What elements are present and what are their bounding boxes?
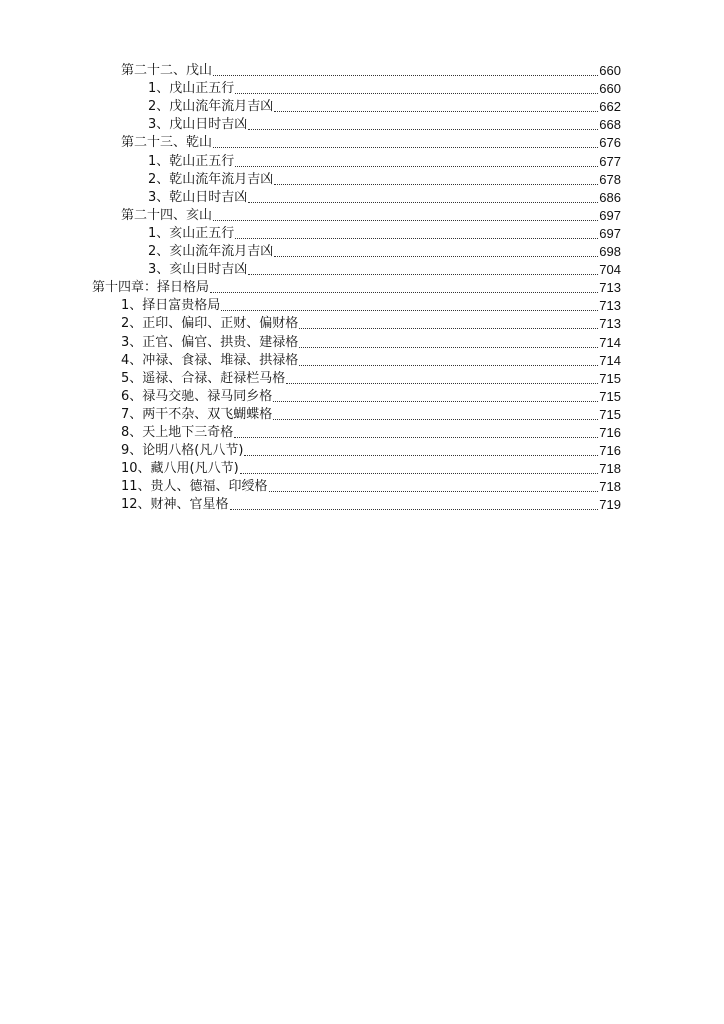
toc-entry-page-number: 676	[599, 135, 621, 151]
dot-leader	[286, 382, 598, 384]
dot-leader	[213, 146, 598, 148]
toc-entry-title: 4、冲禄、食禄、堆禄、拱禄格	[121, 352, 299, 368]
dot-leader	[248, 201, 598, 203]
toc-entry-title: 5、遥禄、合禄、赶禄栏马格	[121, 370, 286, 386]
toc-entry[interactable]	[0, 477, 724, 495]
toc-entry[interactable]	[0, 224, 724, 242]
toc-entry-page-number: 698	[599, 244, 621, 260]
toc-entry-title: 1、乾山正五行	[148, 153, 235, 169]
toc-entry-page-number: 678	[599, 171, 621, 187]
toc-entry-title: 6、禄马交驰、禄马同乡格	[121, 388, 273, 404]
toc-entry-title: 1、亥山正五行	[148, 225, 235, 241]
toc-entry-title: 第二十二、戊山	[121, 63, 213, 79]
toc-entry[interactable]	[0, 459, 724, 477]
toc-entry[interactable]	[0, 133, 724, 151]
dot-leader	[235, 237, 598, 239]
toc-entry-title: 第二十三、乾山	[121, 135, 213, 151]
dot-leader	[213, 74, 598, 76]
toc-entry-title: 1、戊山正五行	[148, 81, 235, 97]
toc-entry-page-number: 716	[599, 443, 621, 459]
dot-leader	[248, 273, 598, 275]
toc-entry[interactable]	[0, 387, 724, 405]
toc-entry[interactable]	[0, 351, 724, 369]
toc-entry-title: 1、择日富贵格局	[121, 298, 221, 314]
toc-entry-page-number: 715	[599, 406, 621, 422]
toc-entry-title: 12、财神、官星格	[121, 497, 229, 513]
dot-leader	[248, 128, 598, 130]
dot-leader	[273, 418, 598, 420]
toc-entry-title: 7、两干不杂、双飞蝴蝶格	[121, 406, 273, 422]
toc-entry-title: 3、乾山日时吉凶	[148, 189, 248, 205]
dot-leader	[221, 309, 598, 311]
toc-entry-title: 3、正官、偏官、拱贵、建禄格	[121, 334, 299, 350]
toc-entry-title: 2、戊山流年流月吉凶	[148, 99, 274, 115]
toc-entry-title: 11、贵人、德福、印绶格	[121, 479, 268, 495]
dot-leader	[274, 255, 598, 257]
toc-entry-page-number: 704	[599, 262, 621, 278]
toc-entry-title: 10、藏八用(凡八节)	[121, 461, 239, 477]
toc-entry-page-number: 714	[599, 352, 621, 368]
toc-entry[interactable]	[0, 441, 724, 459]
dot-leader	[210, 291, 598, 293]
toc-entry[interactable]	[0, 332, 724, 350]
toc-entry[interactable]	[0, 115, 724, 133]
toc-entry[interactable]	[0, 79, 724, 97]
toc-entry-page-number: 713	[599, 298, 621, 314]
table-of-contents	[0, 61, 724, 513]
toc-entry[interactable]	[0, 97, 724, 115]
toc-entry-page-number: 697	[599, 207, 621, 223]
toc-entry-page-number: 662	[599, 99, 621, 115]
dot-leader	[299, 364, 598, 366]
dot-leader	[230, 508, 599, 510]
toc-entry-page-number: 714	[599, 334, 621, 350]
dot-leader	[274, 183, 598, 185]
toc-entry[interactable]	[0, 369, 724, 387]
toc-entry-title: 第二十四、亥山	[121, 207, 213, 223]
toc-entry-title: 9、论明八格(凡八节)	[121, 443, 244, 459]
toc-entry[interactable]	[0, 61, 724, 79]
toc-entry-page-number: 697	[599, 225, 621, 241]
toc-entry[interactable]	[0, 423, 724, 441]
toc-entry-page-number: 713	[599, 280, 621, 296]
toc-entry-page-number: 660	[599, 63, 621, 79]
dot-leader	[274, 110, 598, 112]
toc-entry-title: 3、亥山日时吉凶	[148, 262, 248, 278]
toc-entry[interactable]	[0, 405, 724, 423]
dot-leader	[269, 490, 599, 492]
dot-leader	[213, 219, 598, 221]
toc-entry-page-number: 716	[599, 424, 621, 440]
toc-entry[interactable]	[0, 278, 724, 296]
toc-entry-title: 2、乾山流年流月吉凶	[148, 171, 274, 187]
toc-entry-title: 第十四章：择日格局	[92, 280, 210, 296]
dot-leader	[234, 436, 598, 438]
toc-entry[interactable]	[0, 242, 724, 260]
toc-entry-title: 3、戊山日时吉凶	[148, 117, 248, 133]
dot-leader	[299, 327, 598, 329]
toc-entry-page-number: 718	[599, 461, 621, 477]
dot-leader	[235, 165, 598, 167]
toc-entry-title: 2、亥山流年流月吉凶	[148, 244, 274, 260]
dot-leader	[244, 454, 598, 456]
dot-leader	[273, 400, 598, 402]
toc-entry-page-number: 713	[599, 316, 621, 332]
toc-entry-page-number: 715	[599, 388, 621, 404]
toc-entry-page-number: 677	[599, 153, 621, 169]
dot-leader	[240, 472, 599, 474]
toc-entry-title: 2、正印、偏印、正财、偏财格	[121, 316, 299, 332]
toc-entry-page-number: 660	[599, 81, 621, 97]
toc-entry-page-number: 715	[599, 370, 621, 386]
toc-entry-page-number: 718	[599, 479, 621, 495]
toc-entry[interactable]	[0, 206, 724, 224]
toc-entry-title: 8、天上地下三奇格	[121, 424, 234, 440]
toc-entry-page-number: 668	[599, 117, 621, 133]
toc-entry[interactable]	[0, 495, 724, 513]
toc-entry[interactable]	[0, 170, 724, 188]
toc-entry[interactable]	[0, 188, 724, 206]
toc-entry[interactable]	[0, 314, 724, 332]
toc-entry-page-number: 719	[599, 497, 621, 513]
toc-entry[interactable]	[0, 296, 724, 314]
toc-entry[interactable]	[0, 260, 724, 278]
dot-leader	[299, 346, 598, 348]
toc-entry[interactable]	[0, 151, 724, 169]
toc-entry-page-number: 686	[599, 189, 621, 205]
dot-leader	[235, 92, 598, 94]
